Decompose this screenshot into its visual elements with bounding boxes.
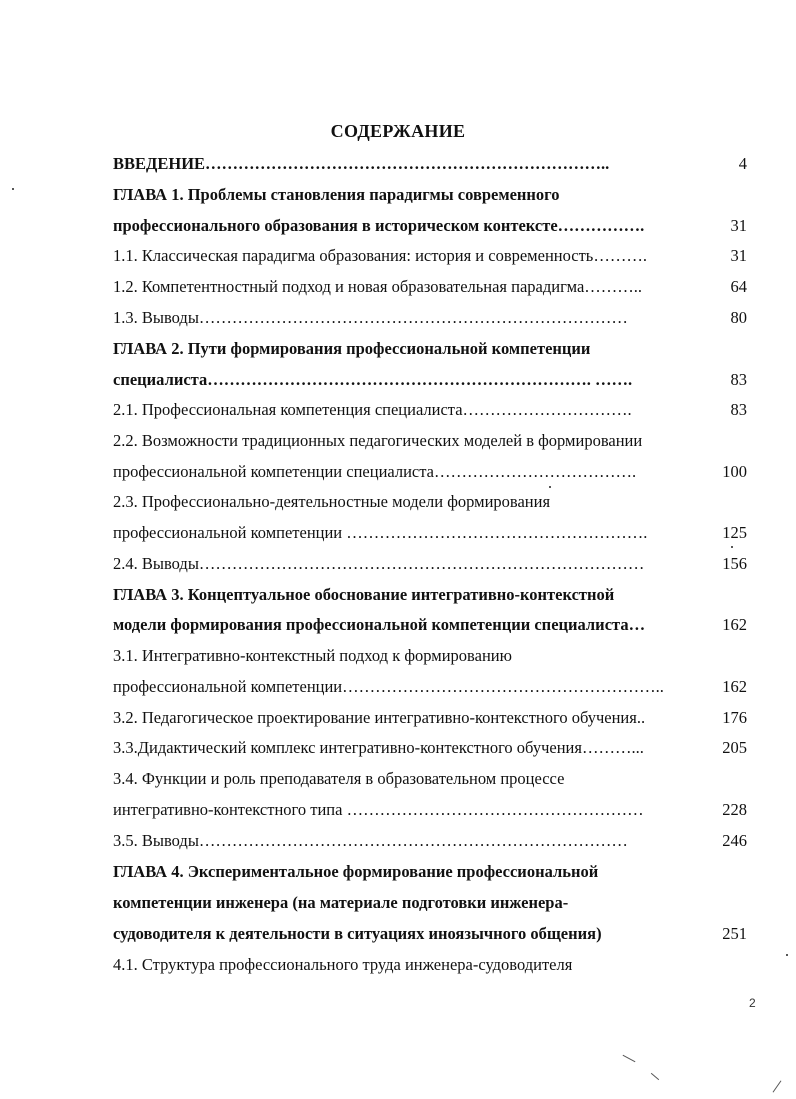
contents-title: СОДЕРЖАНИЕ — [330, 121, 466, 141]
toc-entry-title: профессионального образования в историческом контексте……………. — [113, 216, 645, 235]
toc-entry-title: 3.2. Педагогическое проектирование интегративно-контекстного обучения.. — [113, 708, 646, 727]
toc-entry — [113, 860, 747, 884]
scan-mark — [623, 1055, 636, 1062]
toc-entry — [113, 306, 747, 330]
toc-entry-title: профессиональной компетенции………………………………………………….. — [113, 677, 664, 696]
toc-entry-title: 4.1. Структура профессионального труда инженера-судоводителя — [113, 955, 573, 974]
toc-entry-title: ВВЕДЕНИЕ……………………………………………………………….. — [113, 154, 610, 173]
toc-entry — [113, 583, 747, 607]
toc-entry-title: 2.3. Профессионально-деятельностные модели формирования — [113, 492, 551, 511]
toc-entry — [113, 337, 747, 361]
toc-entry-page: 31 — [730, 216, 747, 235]
scan-mark — [651, 1073, 659, 1080]
toc-entry — [113, 891, 747, 915]
toc-entry — [113, 644, 747, 668]
toc-entry-title: ГЛАВА 4. Экспериментальное формирование профессиональной — [113, 862, 599, 881]
toc-entry-title: профессиональной компетенции ………………………………………………. — [113, 523, 648, 542]
toc-entry — [113, 398, 747, 422]
toc-entry-page: 80 — [730, 308, 747, 327]
toc-entry-page: 246 — [722, 831, 747, 850]
toc-entry-page: 228 — [722, 800, 747, 819]
page-number: 2 — [749, 996, 756, 1010]
toc-entry-page: 83 — [730, 370, 747, 389]
scan-speck — [786, 954, 788, 956]
toc-entry-page: 205 — [722, 738, 747, 757]
toc-entry — [113, 829, 747, 853]
toc-entry-page: 4 — [738, 154, 747, 173]
toc-entry — [113, 613, 747, 637]
toc-entry-title: ГЛАВА 1. Проблемы становления парадигмы современного — [113, 185, 560, 204]
scan-speck — [12, 188, 14, 190]
toc-entry-page: 64 — [730, 277, 747, 296]
toc-entry — [113, 798, 747, 822]
toc-entry-title: модели формирования профессиональной компетенции специалиста… — [113, 615, 646, 634]
toc-entry-title: 2.4. Выводы……………………………………………………………………… — [113, 554, 645, 573]
toc-entry — [113, 521, 747, 545]
toc-entry-title: специалиста……………………………………………………………. ……. — [113, 370, 633, 389]
toc-entry-title: 2.2. Возможности традиционных педагогических моделей в формировании — [113, 431, 643, 450]
toc-entry — [113, 922, 747, 946]
scan-mark — [773, 1080, 782, 1092]
scan-speck — [731, 546, 733, 548]
toc-entry — [113, 552, 747, 576]
toc-entry — [113, 275, 747, 299]
toc-entry-page: 156 — [722, 554, 747, 573]
toc-entry-title: 1.2. Компетентностный подход и новая образовательная парадигма……….. — [113, 277, 643, 296]
toc-entry — [113, 460, 747, 484]
toc-entry — [113, 490, 747, 514]
toc-entry — [113, 675, 747, 699]
toc-entry — [113, 183, 747, 207]
toc-entry-title: 1.3. Выводы…………………………………………………………………… — [113, 308, 628, 327]
toc-entry-page: 251 — [722, 924, 747, 943]
toc-entry — [113, 244, 747, 268]
toc-entry-title: 1.1. Классическая парадигма образования: история и современность………. — [113, 246, 647, 265]
toc-entry-title: 3.1. Интегративно-контекстный подход к формированию — [113, 646, 512, 665]
toc-entry — [113, 767, 747, 791]
toc-entry — [113, 214, 747, 238]
toc-entry — [113, 368, 747, 392]
toc-entry-page: 162 — [722, 677, 747, 696]
toc-entry-page: 31 — [730, 246, 747, 265]
toc-entry-page: 176 — [722, 708, 747, 727]
toc-entry-title: профессиональной компетенции специалиста………………………………. — [113, 462, 637, 481]
toc-entry-title: судоводителя к деятельности в ситуациях иноязычного общения) — [113, 924, 602, 943]
toc-entry-title: 2.1. Профессиональная компетенция специалиста…………………………. — [113, 400, 632, 419]
toc-entry-title: ГЛАВА 3. Концептуальное обоснование интегративно-контекстной — [113, 585, 615, 604]
toc-entry — [113, 736, 747, 760]
toc-entry-title: интегративно-контекстного типа ……………………………………………… — [113, 800, 644, 819]
toc-entry-page: 100 — [722, 462, 747, 481]
toc-entry-page: 83 — [730, 400, 747, 419]
toc-entry-page: 162 — [722, 615, 747, 634]
toc-entry-title: компетенции инженера (на материале подготовки инженера- — [113, 893, 569, 912]
toc-entry-title: 3.5. Выводы…………………………………………………………………… — [113, 831, 628, 850]
toc-entry — [113, 706, 747, 730]
toc-entry — [113, 953, 747, 977]
scan-speck — [549, 486, 551, 488]
toc-entry-page: 125 — [722, 523, 747, 542]
toc-entry — [113, 152, 747, 176]
toc-entry-title: 3.3.Дидактический комплекс интегративно-контекстного обучения………... — [113, 738, 644, 757]
toc-entry — [113, 429, 747, 453]
toc-entry-title: 3.4. Функции и роль преподавателя в образовательном процессе — [113, 769, 565, 788]
toc-entry-title: ГЛАВА 2. Пути формирования профессиональной компетенции — [113, 339, 591, 358]
